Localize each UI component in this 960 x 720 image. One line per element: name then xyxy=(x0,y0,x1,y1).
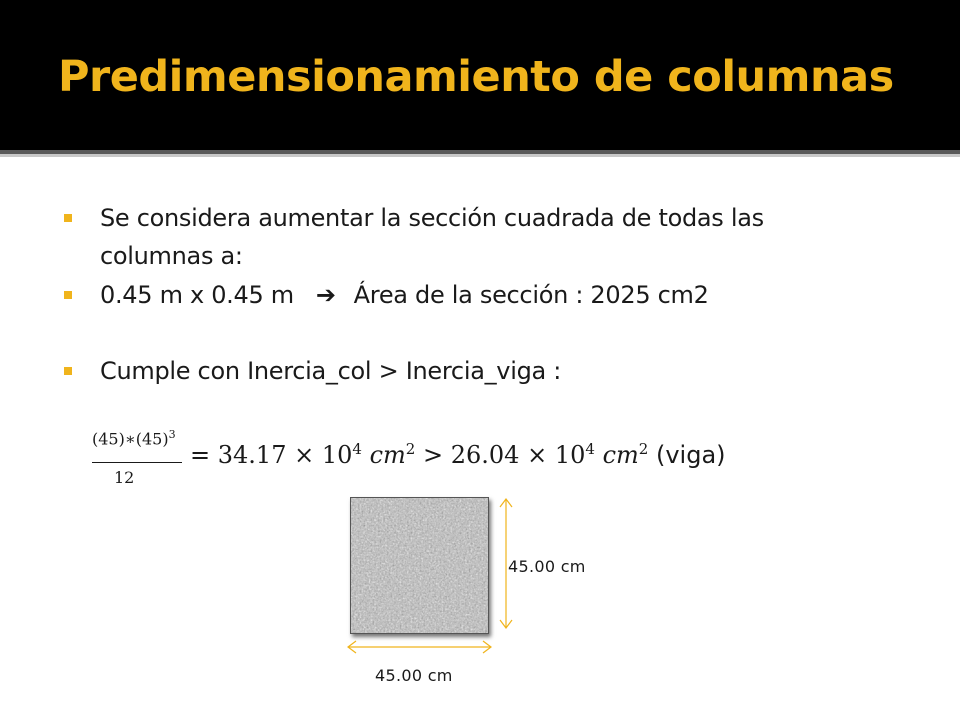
numerator-exponent: 3 xyxy=(168,428,176,441)
times-sign: × xyxy=(527,441,548,469)
power-base: 10 xyxy=(554,441,586,469)
slide-title: Predimensionamiento de columnas xyxy=(58,52,894,102)
unit-exponent: 2 xyxy=(405,440,416,458)
bullet-text-1a: Se considera aumentar la sección cuadrada de todas las xyxy=(100,204,764,232)
section-area: Área de la sección : 2025 cm2 xyxy=(353,281,709,309)
unit-exponent: 2 xyxy=(638,440,649,458)
arrow-right-icon: ➔ xyxy=(315,281,336,309)
power-exponent: 4 xyxy=(352,440,362,458)
numerator-base: (45)∗(45) xyxy=(92,429,169,449)
height-dimension-label: 45.00 cm xyxy=(508,557,586,576)
fraction-denominator: 12 xyxy=(114,468,135,487)
width-dimension-label: 45.00 cm xyxy=(375,666,453,685)
equals-sign: = xyxy=(190,441,211,469)
greater-than-sign: > xyxy=(422,441,444,469)
power-base: 10 xyxy=(321,441,353,469)
beam-inertia-value: 26.04 xyxy=(450,441,520,469)
beam-suffix: (viga) xyxy=(655,441,726,469)
section-size: 0.45 m x 0.45 m xyxy=(100,281,294,309)
unit: cm xyxy=(602,441,639,469)
bullet-text-1b: columnas a: xyxy=(100,242,243,270)
times-sign: × xyxy=(294,441,315,469)
bullet-text-3: Cumple con Inercia_col > Inercia_viga : xyxy=(100,357,562,385)
power-exponent: 4 xyxy=(585,440,595,458)
column-inertia-value: 34.17 xyxy=(217,441,287,469)
unit: cm xyxy=(369,441,406,469)
